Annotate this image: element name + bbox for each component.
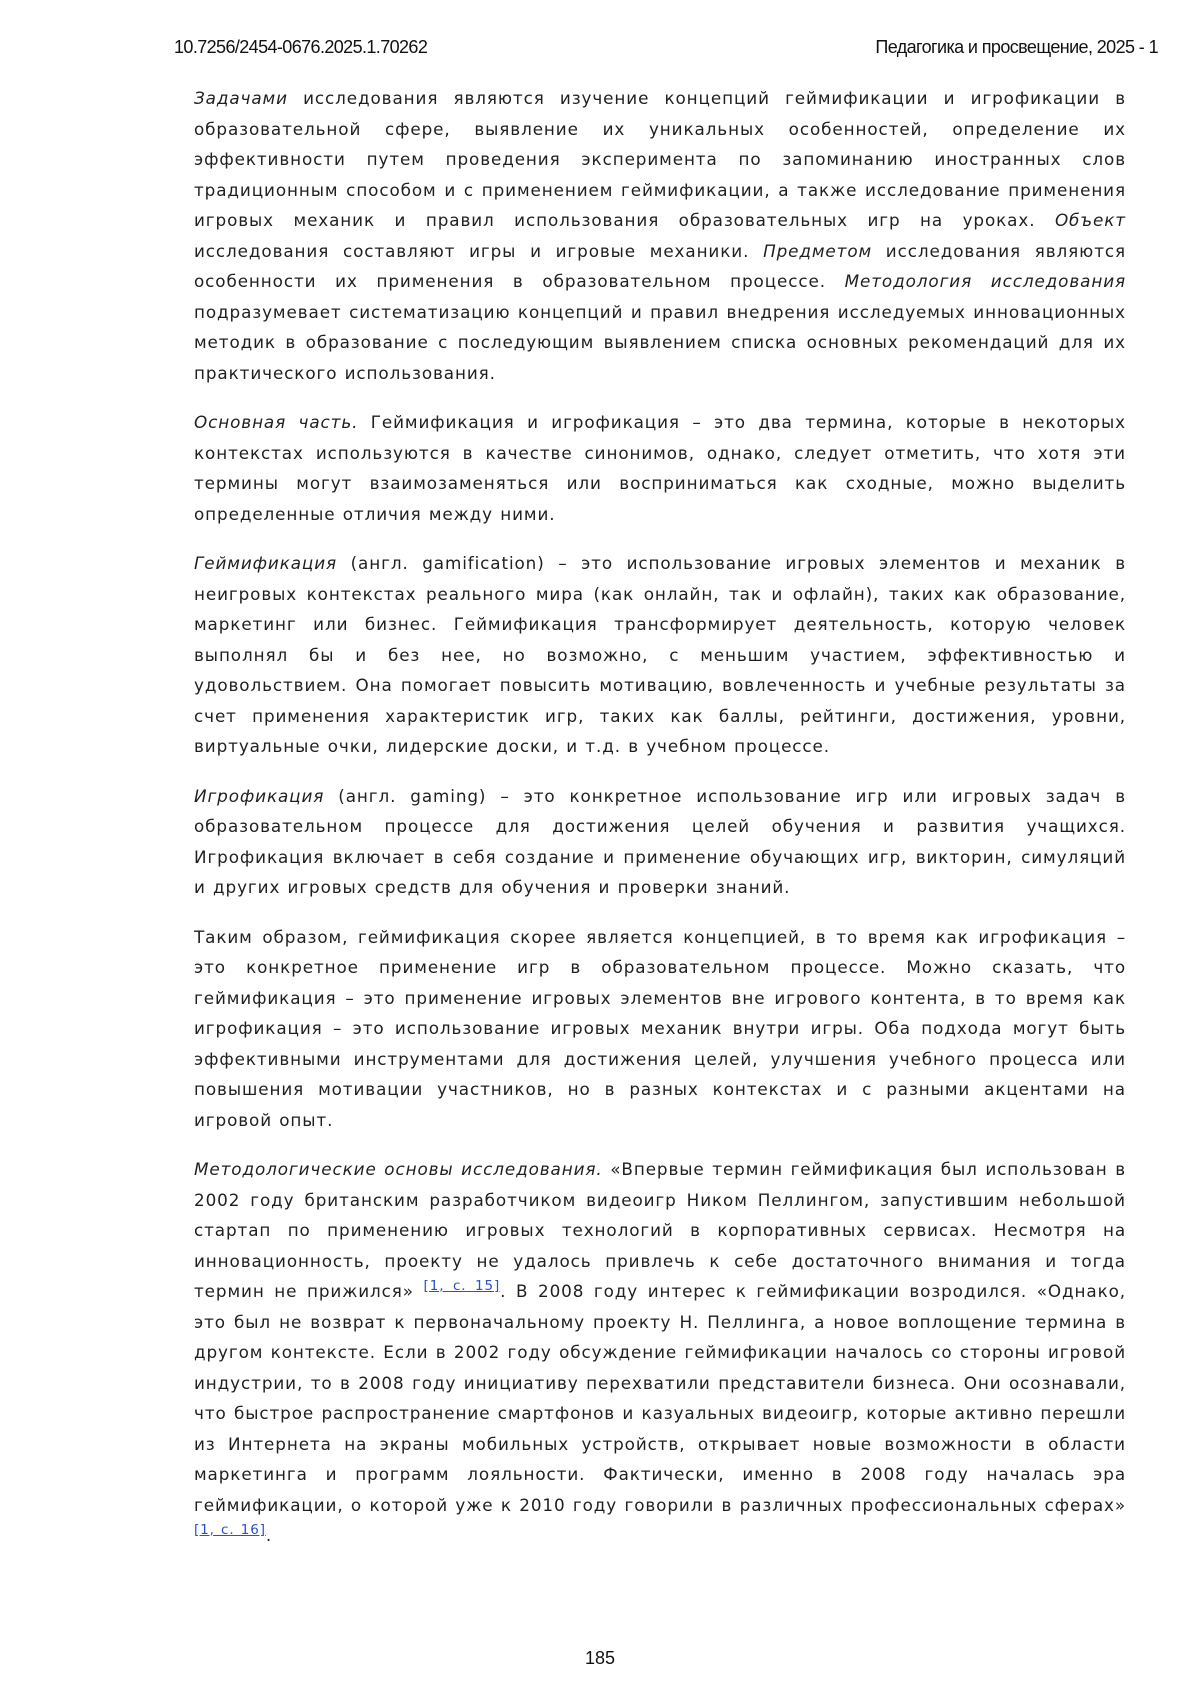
citation-link-2[interactable]: [1, с. 16] [194,1522,266,1538]
text: Геймификация и игрофикация – это два термина, которые в некоторых контекстах используются в качестве синонимов, однако, следует отметить, что хотя эти термины могут взаимозаменяться или восприниматься как сходные, можно выделить определенные отличия между ними. [194,412,1126,524]
paragraph-igrofication [194,781,1126,903]
paragraph-methodological-basis [194,1154,1126,1551]
term-objectives: Задачами [194,88,288,108]
term-methodology: Методология исследования [844,271,1126,291]
article-body [194,83,1126,1570]
header-doi: 10.7256/2454-0676.2025.1.70262 [174,37,428,57]
text: исследования являются изучение концепций геймификации и игрофикации в образовательной сфере, выявление их уникальных особенностей, определение их эффективности путем проведения эксперимента по запоминанию иностранных слов традиционным способом и с применением геймификации, а также исследование применения игровых механик и правил использования образовательных игр на уроках. [194,88,1126,230]
text: исследования составляют игры и игровые механики. [194,240,764,261]
text: исследования являются особенности их применения в образовательном процессе. [194,240,1126,291]
citation-link-1[interactable]: [1, с. 15] [423,1278,501,1294]
text: . В 2008 году интерес к геймификации возродился. «Однако, это был не возврат к первоначальному проекту Н. Пеллинга, а новое воплощение термина в другом контексте. Если в 2002 году обсуждение геймификации началось со стороны игровой индустрии, то в 2008 году инициативу перехватили представители бизнеса. Они осознавали, что быстрое распространение смартфонов и казуальных видеоигр, которые активно перешли из Интернета на экраны мобильных устройств, открывает новые возможности в области маркетинга и программ лояльности. Фактически, именно в 2008 году началась эра геймификации, о которой уже к 2010 году говорили в различных профессиональных сферах» [194,1281,1127,1515]
text: Таким образом, геймификация скорее является концепцией, в то время как игрофикация – это конкретное применение игр в образовательном процессе. Можно сказать, что геймификация – это применение игровых элементов вне игрового контента, в то время как игрофикация – это использование игровых механик внутри игры. Оба подхода могут быть эффективными инструментами для достижения целей, улучшения учебного процесса или повышения мотивации участников, но в разных контекстах и с разными акцентами на игровой опыт. [194,926,1126,1130]
section-heading-main-part: Основная часть. [194,412,359,432]
text: (англ. gaming) – это конкретное использование игр или игровых задач в образовательном процессе для достижения целей обучения и развития учащихся. Игрофикация включает в себя создание и применение обучающих игр, викторин, симуляций и других игровых средств для обучения и проверки знаний. [194,785,1126,897]
term-gamification: Геймификация [194,553,338,573]
paragraph-gamification [194,548,1126,762]
paragraph-conclusion [194,922,1126,1136]
section-heading-methodological-basis: Методологические основы исследования. [194,1159,603,1179]
term-object: Объект [1054,210,1126,230]
paragraph-main-part [194,407,1126,529]
term-igrofication: Игрофикация [194,785,325,806]
term-subject: Предметом [763,240,873,261]
text: (англ. gamification) – это использование игровых элементов и механик в неигровых контекстах реального мира (как онлайн, так и офлайн), таких как образование, маркетинг или бизнес. Геймификация трансформирует деятельность, которую человек выполнял бы и без нее, но возможно, с меньшим участием, эффективностью и удовольствием. Она помогает повысить мотивацию, вовлеченность и учебные результаты за счет применения характеристик игр, таких как баллы, рейтинги, достижения, уровни, виртуальные очки, лидерские доски, и т.д. в учебном процессе. [194,553,1126,756]
text: . [265,1525,273,1545]
page-number: 185 [584,1648,616,1668]
header-journal-title: Педагогика и просвещение, 2025 - 1 [875,37,1158,57]
text: «Впервые термин геймификация был использован в 2002 году британским разработчиком видеоигр Ником Пеллингом, запустившим небольшой стартап по применению игровых технологий в корпоративных сервисах. Несмотря на инновационность, проекту не удалось привлечь к себе достаточного внимания и тогда термин не прижился» [194,1159,1126,1301]
text: подразумевает систематизацию концепций и правил внедрения исследуемых инновационных методик в образование с последующим выявлением списка основных рекомендаций для их практического использования. [194,301,1126,383]
paragraph-objectives [194,83,1126,388]
